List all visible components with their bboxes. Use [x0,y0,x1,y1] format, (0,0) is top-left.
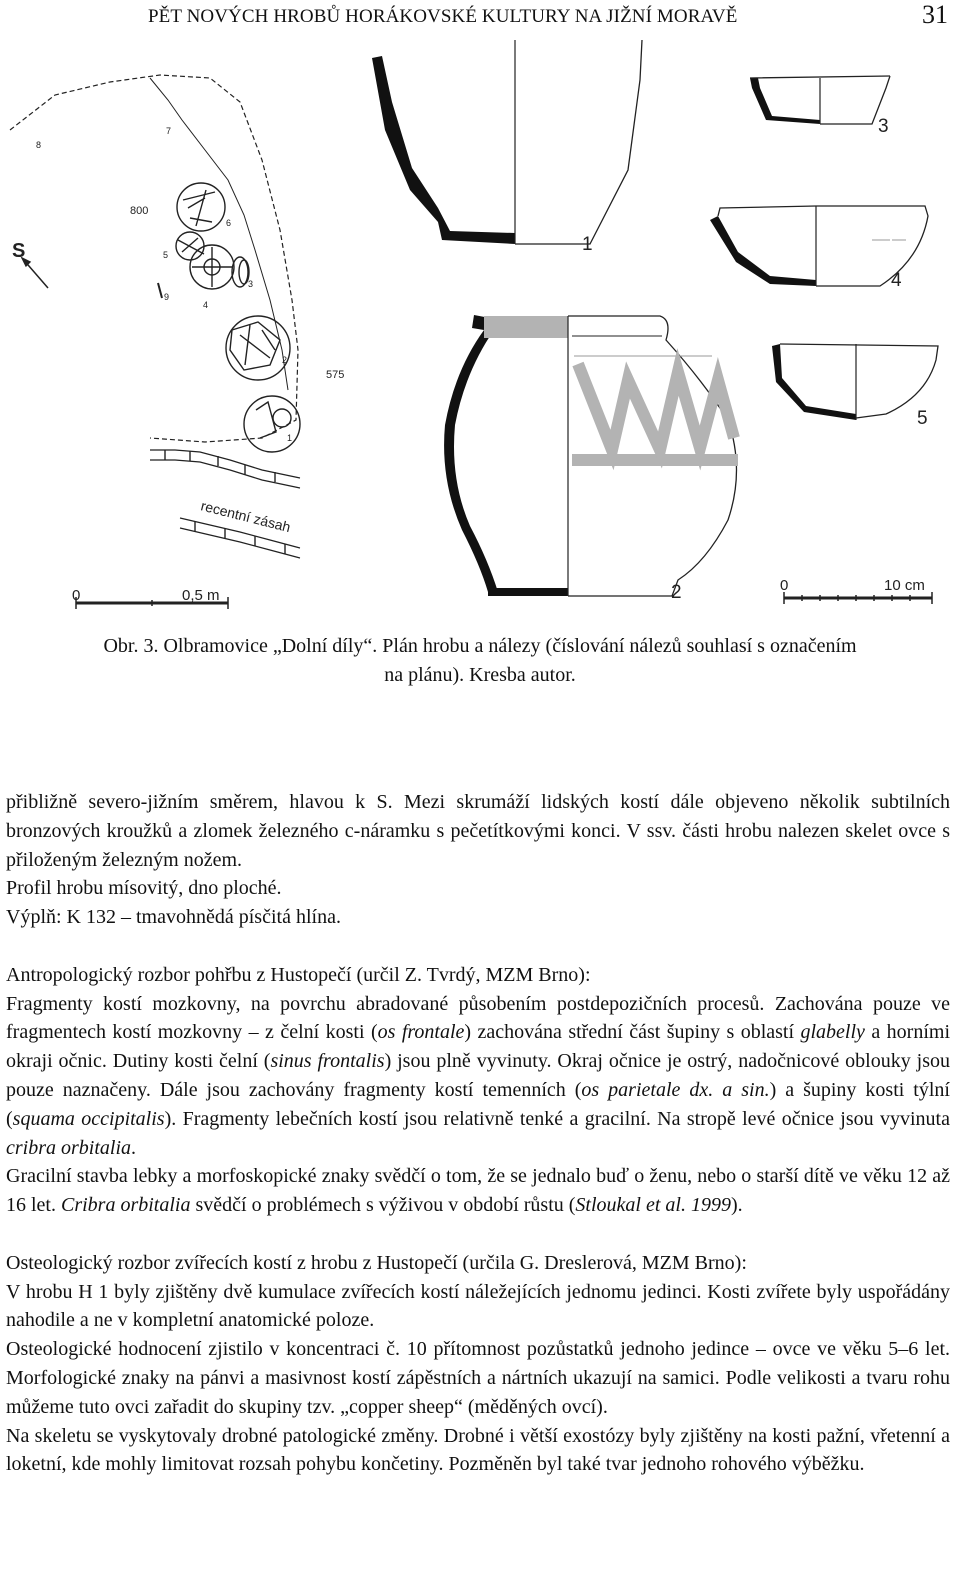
paragraph: Profil hrobu mísovitý, dno ploché. [6,877,282,900]
grave-plan [10,75,300,609]
vessel-5 [772,344,938,420]
vessel-label: 5 [917,408,928,429]
figure-drawing [0,40,960,620]
find-number: 5 [163,250,169,260]
vessel-labels [582,116,928,603]
running-title: PĚT NOVÝCH HROBŮ HORÁKOVSKÉ KULTURY NA JIŽNÍ MORAVĚ [148,6,738,27]
vessel-label: 3 [878,116,889,137]
find-number: 6 [226,218,232,228]
vessel-label: 1 [582,234,593,255]
body-text [6,788,950,1479]
vessel-scale-end: 10 cm [884,577,925,594]
vessel-label: 2 [671,582,682,603]
caption-line: Obr. 3. Olbramovice „Dolní díly“. Plán hrobu a nálezy (číslování nálezů souhlasí s označením [103,635,857,657]
plan-scale-end: 0,5 m [182,587,220,604]
page-header [0,0,960,40]
section-heading: Osteologický rozbor zvířecích kostí z hrobu z Hustopečí (určila G. Dreslerová, MZM Brno): [6,1251,747,1274]
vessel-3 [750,76,890,124]
intervention-label: recentní zásah [199,497,293,536]
vessel-scale-start: 0 [780,577,789,594]
paragraph: Osteologické hodnocení zjistilo v koncentraci č. 10 přítomnost pozůstatků jednoho jedince – ovce ve věku 5–6 let. Morfologické znaky na pánvi a masivnost kostí zápěstních a nártních ukazují na samici. Podle velikosti a tvaru rohu můžeme tuto ovci zařadit do skupiny tzv. „copper sheep“ (měděných ovcí). [6,1338,950,1418]
caption-line: na plánu). Kresba autor. [384,664,576,686]
section-heading: Antropologický rozbor pohřbu z Hustopečí (určil Z. Tvrdý, MZM Brno): [6,963,591,986]
paragraph: přibližně severo-jižním směrem, hlavou k S. Mezi skrumáží lidských kostí dále objeveno několik subtilních bronzových kroužků a zlomek železného c-náramku s pečetítkovými konci. V ssv. části hrobu nalezen skelet ovce s přiloženým železným nožem. [6,791,950,871]
paragraph: Na skeletu se vyskytovaly drobné patologické změny. Drobné i větší exostózy byly zjištěny na kosti pažní, vřetenní a loketní, kde mohly limitovat rozsah pohybu končetiny. Pozměněn byl také tvar jednoho rohového výběžku. [6,1424,950,1476]
paragraph: Fragmenty kostí mozkovny, na povrchu abradované působením postdepozičních procesů. Zachována pouze ve fragmentech kostí mozkovny – z čelní kosti (os frontale) zachována střední část šupiny s oblastí glabelly a horními okraji očnic. Dutiny kosti čelní (sinus frontalis) jsou plně vyvinuty. Okraj očnice je ostrý, nadočnicové oblouky jsou pouze naznačeny. Dále jsou zachovány fragmenty kostí temenních (os parietale dx. a sin.) a šupiny kosti týlní (squama occipitalis). Fragmenty lebečních kostí jsou relativně tenké a gracilní. Na stropě levé očnice jsou vyvinuta cribra orbitalia. [6,992,950,1159]
find-number: 3 [248,279,254,289]
find-number: 4 [203,300,209,310]
vessel-2 [444,315,738,596]
plan-scale-start: 0 [72,587,81,604]
north-label: S [12,240,26,262]
vessel-1 [372,40,642,244]
paragraph: V hrobu H 1 byly zjištěny dvě kumulace zvířecích kostí náležejících jednomu jedinci. Kosti zvířete byly uspořádány nahodile a ne v kompletní anatomické poloze. [6,1280,950,1332]
page-number: 31 [922,0,948,29]
elevation-label: 575 [326,369,345,381]
find-number: 8 [36,140,42,150]
paragraph: Výplň: K 132 – tmavohnědá písčitá hlína. [6,906,341,929]
find-number: 2 [282,355,288,365]
elevation-label: 800 [130,205,149,217]
find-number: 9 [164,292,170,302]
paragraph: Gracilní stavba lebky a morfoskopické znaky svědčí o tom, že se jednalo buď o ženu, nebo o starší dítě ve věku 12 až 16 let. Cribra orbitalia svědčí o problémech s výživou v období růstu (Stloukal et al. 1999). [6,1165,950,1217]
figure-3 [0,40,960,620]
figure-caption [0,632,960,690]
find-number: 7 [166,126,172,136]
find-number: 1 [287,433,293,443]
vessel-label: 4 [891,270,902,291]
